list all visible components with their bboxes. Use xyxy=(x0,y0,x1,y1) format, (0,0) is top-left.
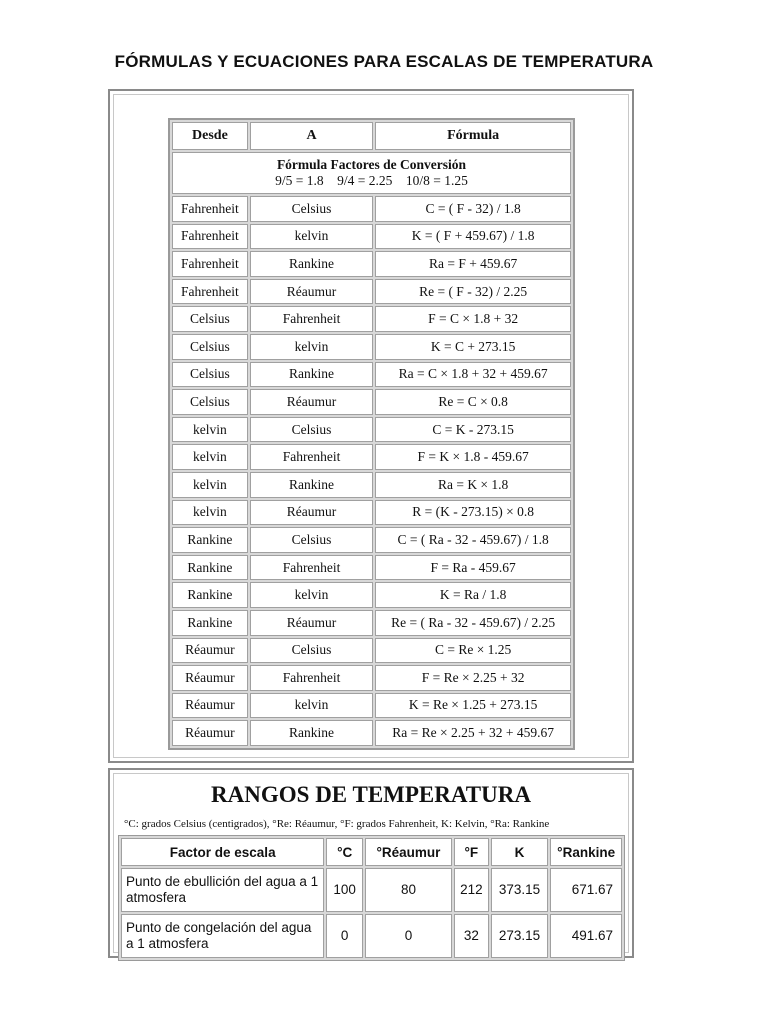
conversion-from: kelvin xyxy=(172,417,248,443)
header-a: A xyxy=(250,122,373,150)
conversion-formula: F = Re × 2.25 + 32 xyxy=(375,665,571,691)
conversion-from: Celsius xyxy=(172,362,248,388)
conversion-from: Rankine xyxy=(172,610,248,636)
range-celsius: 0 xyxy=(326,914,363,958)
conversion-formula: C = ( F - 32) / 1.8 xyxy=(375,196,571,222)
range-fahrenheit: 32 xyxy=(454,914,489,958)
conversion-to: Fahrenheit xyxy=(250,444,373,470)
conversion-row xyxy=(172,224,571,250)
range-fahrenheit: 212 xyxy=(454,868,489,912)
conversion-row xyxy=(172,500,571,526)
conversion-formula: K = ( F + 459.67) / 1.8 xyxy=(375,224,571,250)
conversion-to: Celsius xyxy=(250,196,373,222)
ranges-note: °C: grados Celsius (centigrados), °Re: Réaumur, °F: grados Fahrenheit, K: Kelvin, °Ra: Rankine xyxy=(124,818,550,830)
conversion-row xyxy=(172,582,571,608)
conversion-formula: K = C + 273.15 xyxy=(375,334,571,360)
conversion-from: Celsius xyxy=(172,306,248,332)
ranges-row xyxy=(121,868,622,912)
conversion-to: Réaumur xyxy=(250,500,373,526)
factors-row xyxy=(172,152,571,194)
conversion-to: Fahrenheit xyxy=(250,555,373,581)
conversion-row xyxy=(172,610,571,636)
conversion-row xyxy=(172,444,571,470)
conversion-from: Fahrenheit xyxy=(172,196,248,222)
conversion-row xyxy=(172,389,571,415)
conversion-from: Celsius xyxy=(172,334,248,360)
conversion-from: Fahrenheit xyxy=(172,224,248,250)
range-kelvin: 273.15 xyxy=(491,914,549,958)
conversion-to: kelvin xyxy=(250,224,373,250)
conversion-table xyxy=(168,118,575,750)
header-desde: Desde xyxy=(172,122,248,150)
conversion-row xyxy=(172,334,571,360)
conversion-to: Celsius xyxy=(250,417,373,443)
conversion-to: Fahrenheit xyxy=(250,665,373,691)
factors-line: 9/5 = 1.8 9/4 = 2.25 10/8 = 1.25 xyxy=(275,173,468,188)
conversion-to: Réaumur xyxy=(250,279,373,305)
conversion-from: Réaumur xyxy=(172,665,248,691)
range-reaumur: 80 xyxy=(365,868,452,912)
conversion-row xyxy=(172,720,571,746)
range-rankine: 671.67 xyxy=(550,868,622,912)
ranges-header-reaumur: °Réaumur xyxy=(365,838,452,866)
conversion-to: Réaumur xyxy=(250,389,373,415)
ranges-header-k: K xyxy=(491,838,549,866)
conversion-row xyxy=(172,638,571,664)
conversion-to: Rankine xyxy=(250,472,373,498)
conversion-to: kelvin xyxy=(250,693,373,719)
conversion-row xyxy=(172,362,571,388)
conversion-to: Celsius xyxy=(250,527,373,553)
conversion-to: kelvin xyxy=(250,582,373,608)
conversion-to: Rankine xyxy=(250,362,373,388)
conversion-to: Fahrenheit xyxy=(250,306,373,332)
conversion-row xyxy=(172,665,571,691)
factors-title: Fórmula Factores de Conversión xyxy=(276,157,467,172)
ranges-table xyxy=(118,835,625,961)
conversion-header-row xyxy=(172,122,571,150)
ranges-header-c: °C xyxy=(326,838,363,866)
conversion-formula: F = C × 1.8 + 32 xyxy=(375,306,571,332)
ranges-header-rankine: °Rankine xyxy=(550,838,622,866)
conversion-formula: Re = ( Ra - 32 - 459.67) / 2.25 xyxy=(375,610,571,636)
range-label: Punto de ebullición del agua a 1 atmosfera xyxy=(121,868,324,912)
conversion-from: Rankine xyxy=(172,555,248,581)
conversion-formula: R = (K - 273.15) × 0.8 xyxy=(375,500,571,526)
conversion-formula: Ra = F + 459.67 xyxy=(375,251,571,277)
conversion-row xyxy=(172,306,571,332)
conversion-from: Fahrenheit xyxy=(172,251,248,277)
ranges-row xyxy=(121,914,622,958)
conversion-formula: C = Re × 1.25 xyxy=(375,638,571,664)
conversion-formula: Ra = C × 1.8 + 32 + 459.67 xyxy=(375,362,571,388)
page-title: FÓRMULAS Y ECUACIONES PARA ESCALAS DE TEMPERATURA xyxy=(114,52,654,71)
conversion-from: Réaumur xyxy=(172,693,248,719)
conversion-from: kelvin xyxy=(172,500,248,526)
conversion-to: Celsius xyxy=(250,638,373,664)
range-kelvin: 373.15 xyxy=(491,868,549,912)
conversion-formula: Ra = Re × 2.25 + 32 + 459.67 xyxy=(375,720,571,746)
factors-cell xyxy=(172,152,571,194)
conversion-formula: Ra = K × 1.8 xyxy=(375,472,571,498)
ranges-header-f: °F xyxy=(454,838,489,866)
conversion-row xyxy=(172,472,571,498)
conversion-row xyxy=(172,693,571,719)
conversion-formula: Re = ( F - 32) / 2.25 xyxy=(375,279,571,305)
conversion-row xyxy=(172,555,571,581)
conversion-formula: F = K × 1.8 - 459.67 xyxy=(375,444,571,470)
conversion-row xyxy=(172,251,571,277)
range-reaumur: 0 xyxy=(365,914,452,958)
conversion-from: Rankine xyxy=(172,527,248,553)
conversion-to: Réaumur xyxy=(250,610,373,636)
conversion-from: Fahrenheit xyxy=(172,279,248,305)
conversion-row xyxy=(172,527,571,553)
range-celsius: 100 xyxy=(326,868,363,912)
conversion-from: Réaumur xyxy=(172,638,248,664)
conversion-from: kelvin xyxy=(172,472,248,498)
range-label: Punto de congelación del agua a 1 atmosfera xyxy=(121,914,324,958)
ranges-header-row xyxy=(121,838,622,866)
conversion-from: Réaumur xyxy=(172,720,248,746)
header-formula: Fórmula xyxy=(375,122,571,150)
conversion-to: Rankine xyxy=(250,251,373,277)
conversion-formula: K = Re × 1.25 + 273.15 xyxy=(375,693,571,719)
conversion-formula: Re = C × 0.8 xyxy=(375,389,571,415)
conversion-formula: F = Ra - 459.67 xyxy=(375,555,571,581)
conversion-formula: C = ( Ra - 32 - 459.67) / 1.8 xyxy=(375,527,571,553)
conversion-formula: K = Ra / 1.8 xyxy=(375,582,571,608)
conversion-from: Celsius xyxy=(172,389,248,415)
conversion-row xyxy=(172,279,571,305)
conversion-to: kelvin xyxy=(250,334,373,360)
conversion-row xyxy=(172,196,571,222)
conversion-formula: C = K - 273.15 xyxy=(375,417,571,443)
conversion-from: kelvin xyxy=(172,444,248,470)
ranges-header-factor: Factor de escala xyxy=(121,838,324,866)
conversion-from: Rankine xyxy=(172,582,248,608)
ranges-title: RANGOS DE TEMPERATURA xyxy=(211,782,531,807)
range-rankine: 491.67 xyxy=(550,914,622,958)
conversion-to: Rankine xyxy=(250,720,373,746)
conversion-row xyxy=(172,417,571,443)
